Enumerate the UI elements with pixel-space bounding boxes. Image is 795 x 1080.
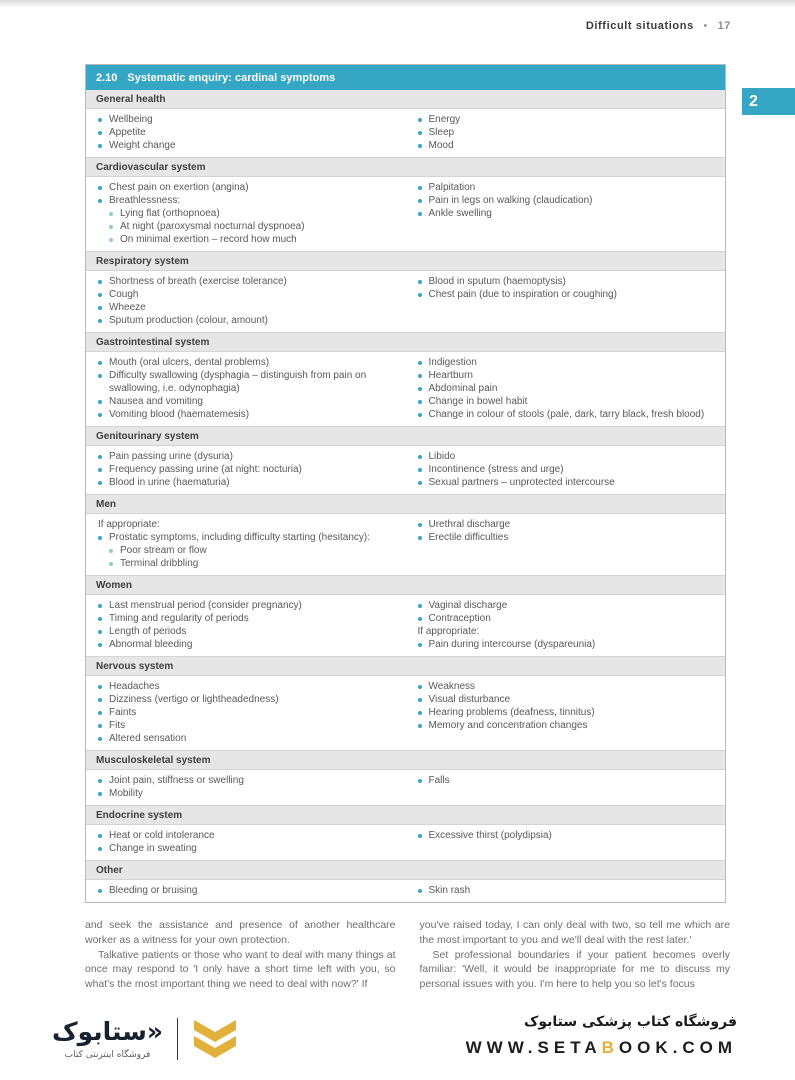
section-body [86,177,725,251]
symptom-text: Faints [109,707,137,718]
symptom-text: Wheeze [109,302,146,313]
symptom-text: Weight change [109,140,176,151]
brand-url [466,1038,737,1058]
symptom-item [98,842,398,855]
symptom-text: Timing and regularity of periods [109,613,249,624]
brand-title-persian: فروشگاه کتاب پزشکی ستابوک [524,1014,737,1030]
bullet-icon [98,361,102,365]
section-col-right [406,113,726,152]
symptom-text: Abdominal pain [428,383,498,394]
bullet-icon [418,400,422,404]
bullet-icon [418,186,422,190]
section-col-right [406,774,726,800]
bullet-icon [98,293,102,297]
section-col-right [406,275,726,327]
section-col-right [406,599,726,651]
bullet-icon [418,779,422,783]
bullet-icon [98,604,102,608]
section-heading: Other [86,860,725,880]
symptom-item [98,139,398,152]
symptom-item [418,382,718,395]
symptom-text: Memory and concentration changes [428,720,588,731]
scan-edge [0,0,795,8]
symptom-item [98,450,398,463]
bullet-icon [98,319,102,323]
bullet-icon [418,889,422,893]
section-col-right [406,829,726,855]
symptom-text: Pain in legs on walking (claudication) [428,195,593,206]
symptom-text: Appetite [109,127,146,138]
section-body [86,446,725,494]
brand-url-suffix: OOK.COM [618,1038,737,1057]
symptom-text: Libido [428,451,456,462]
bullet-icon [418,643,422,647]
symptom-item [98,288,398,301]
bullet-icon [418,212,422,216]
bullet-icon [98,118,102,122]
symptom-text: Erectile difficulties [428,532,509,543]
symptom-item [418,774,718,787]
symptom-item [418,395,718,408]
bullet-icon [98,481,102,485]
symptom-item [418,612,718,625]
symptom-item [418,194,718,207]
section-heading: Respiratory system [86,251,725,271]
paragraph: you've raised today, I can only deal with two, so tell me which are the most important to you and we'll deal with the rest later.' [419,919,730,946]
symptom-text: Mobility [109,788,143,799]
symptom-item [418,693,718,706]
section-col-right [406,884,726,897]
section-col-right [406,518,726,570]
chapter-tab-number: 2 [749,92,758,110]
symptom-text: Change in colour of stools (pale, dark, tarry black, fresh blood) [428,409,705,420]
running-header [586,20,731,32]
symptom-item [98,126,398,139]
section-col-left [86,275,406,327]
symptom-item [98,638,398,651]
symptom-item [98,625,398,638]
symptom-item [98,787,398,800]
symptom-text: Shortness of breath (exercise tolerance) [109,276,287,287]
bullet-icon [98,468,102,472]
symptom-item [418,531,718,544]
symptom-text: Chest pain (due to inspiration or coughing) [428,289,617,300]
symptom-text: Energy [428,114,461,125]
symptom-text: Contraception [428,613,491,624]
symptom-text: Joint pain, stiffness or swelling [109,775,244,786]
symptom-text: Headaches [109,681,160,692]
symptom-text: Urethral discharge [428,519,511,530]
symptom-item [418,518,718,531]
section-heading: Men [86,494,725,514]
section-col-left [86,356,406,421]
symptom-item [418,113,718,126]
logo-chevron-icon: « [146,1017,163,1046]
bullet-icon [109,238,113,242]
symptom-item [418,706,718,719]
section-col-left [86,113,406,152]
bullet-icon [98,374,102,378]
symptom-item [418,207,718,220]
enquiry-table-sections [86,90,725,902]
bullet-icon [98,199,102,203]
bullet-icon [98,413,102,417]
bullet-icon [98,834,102,838]
symptom-item [109,557,398,570]
symptom-text: Weakness [428,681,476,692]
symptom-text: Chest pain on exertion (angina) [109,182,249,193]
running-header-title: Difficult situations [585,20,694,32]
symptom-text: Mouth (oral ulcers, dental problems) [109,357,270,368]
bullet-icon [418,617,422,621]
section-body [86,676,725,750]
bullet-icon [418,413,422,417]
symptom-text: Pain during intercourse (dyspareunia) [428,639,596,650]
section-body [86,271,725,332]
section-col-left [86,884,406,897]
section-body [86,352,725,426]
bullet-icon [418,468,422,472]
symptom-item [418,288,718,301]
symptom-item [98,463,398,476]
bullet-icon [98,144,102,148]
symptom-item [418,625,718,638]
symptom-item [98,194,398,207]
symptom-text: Fits [109,720,126,731]
section-heading: Nervous system [86,656,725,676]
paragraph: Set professional boundaries if your patient becomes overly familiar: 'Well, it would be inappropriate for me to discuss my personal issues with you. I'm here to help you so let's focus [419,948,730,991]
symptom-text: Sexual partners – unprotected intercourse [428,477,615,488]
symptom-item [418,599,718,612]
bullet-icon [418,711,422,715]
bullet-icon [109,562,113,566]
bullet-icon [418,724,422,728]
symptom-item [418,829,718,842]
symptom-item [109,233,398,246]
section-col-left [86,450,406,489]
symptom-item [98,599,398,612]
section-col-left [86,599,406,651]
symptom-text: Blood in urine (haematuria) [109,477,230,488]
symptom-text: Ankle swelling [428,208,492,219]
symptom-item [109,207,398,220]
section-body [86,595,725,656]
section-col-right [406,450,726,489]
bullet-icon [98,737,102,741]
section-heading: General health [86,90,725,109]
symptom-text: Breathlessness: [109,195,181,206]
body-text [85,918,730,992]
bullet-icon [98,724,102,728]
symptom-text: At night (paroxysmal nocturnal dyspnoea) [120,221,305,232]
symptom-item [98,369,398,395]
symptom-text: Change in bowel habit [428,396,528,407]
section-body [86,770,725,805]
symptom-item [98,395,398,408]
symptom-item [418,450,718,463]
brand-url-highlight: B [601,1038,619,1057]
symptom-text: Vomiting blood (haematemesis) [109,409,250,420]
bullet-icon [418,118,422,122]
symptom-item [418,680,718,693]
section-col-left [86,680,406,745]
body-col-right [420,918,731,992]
section-heading: Musculoskeletal system [86,750,725,770]
symptom-item [418,638,718,651]
systematic-enquiry-table [85,64,726,903]
bullet-icon [98,186,102,190]
bullet-icon [98,698,102,702]
symptom-item [98,774,398,787]
bullet-icon [98,630,102,634]
bullet-icon [418,481,422,485]
bullet-icon [98,792,102,796]
bullet-icon [418,536,422,540]
table-title-bar [86,65,725,90]
section-col-right [406,356,726,421]
bullet-icon [98,400,102,404]
symptom-text: Sleep [428,127,455,138]
running-header-separator: • [703,20,708,32]
symptom-text: Heat or cold intolerance [109,830,215,841]
symptom-item [98,680,398,693]
symptom-item [418,126,718,139]
symptom-text: Mood [428,140,454,151]
symptom-item [98,314,398,327]
symptom-item [418,476,718,489]
bullet-icon [418,131,422,135]
bullet-icon [98,617,102,621]
symptom-text: Terminal dribbling [120,558,199,569]
bullet-icon [98,685,102,689]
bullet-icon [418,374,422,378]
symptom-text: Hearing problems (deafness, tinnitus) [428,707,595,718]
paragraph: Talkative patients or those who want to deal with many things at once may respond to 'I only have a short time left with you, so what's the most important thing we need to deal with now?' If [85,948,396,991]
symptom-item [98,113,398,126]
symptom-text: Poor stream or flow [120,545,207,556]
bullet-icon [418,834,422,838]
symptom-item [418,408,718,421]
bullet-icon [418,199,422,203]
bullet-icon [98,779,102,783]
bullet-icon [418,455,422,459]
bullet-icon [418,604,422,608]
symptom-item [418,369,718,382]
gold-chevron-icon [192,1018,238,1060]
symptom-text: Abnormal bleeding [109,639,193,650]
symptom-item [98,301,398,314]
section-body [86,825,725,860]
symptom-item [98,732,398,745]
setabook-logo [52,1018,163,1060]
symptom-text: Frequency passing urine (at night: nocturia) [109,464,302,475]
chapter-tab [742,88,795,115]
symptom-item [98,181,398,194]
symptom-text: Last menstrual period (consider pregnancy) [109,600,302,611]
section-body [86,514,725,575]
body-col-left [85,918,396,992]
section-col-left [86,181,406,246]
page-number: 17 [717,20,731,32]
symptom-item [418,139,718,152]
bullet-icon [418,698,422,702]
symptom-text: Bleeding or bruising [109,885,198,896]
brand-url-prefix: WWW.SETA [465,1038,602,1057]
logo-wordmark [52,1018,163,1046]
symptom-item [98,884,398,897]
bullet-icon [98,455,102,459]
bullet-icon [109,212,113,216]
symptom-item [98,476,398,489]
symptom-item [98,275,398,288]
footer-logo-group [52,1018,238,1060]
symptom-item [418,463,718,476]
section-heading: Women [86,575,725,595]
bullet-icon [98,711,102,715]
symptom-text: Dizziness (vertigo or lightheadedness) [109,694,279,705]
symptom-item [98,518,398,531]
section-col-left [86,774,406,800]
bullet-icon [98,280,102,284]
section-col-right [406,181,726,246]
symptom-text: Prostatic symptoms, including difficulty starting (hesitancy): [109,532,371,543]
symptom-text: If appropriate: [98,519,160,530]
bullet-icon [98,643,102,647]
symptom-text: Sputum production (colour, amount) [109,315,268,326]
bullet-icon [98,889,102,893]
bullet-icon [418,280,422,284]
symptom-item [418,884,718,897]
section-col-left [86,829,406,855]
logo-tagline: فروشگاه اینترنتی کتاب [64,1050,151,1060]
logo-text: ستابوک [52,1017,147,1046]
paragraph: and seek the assistance and presence of another healthcare worker as a witness for your own protection. [85,919,396,946]
symptom-text: Incontinence (stress and urge) [428,464,564,475]
symptom-text: Skin rash [428,885,471,896]
bullet-icon [109,549,113,553]
section-heading: Genitourinary system [86,426,725,446]
footer-brand-group [466,1012,737,1058]
bullet-icon [418,387,422,391]
symptom-item [98,612,398,625]
symptom-text: Lying flat (orthopnoea) [120,208,220,219]
symptom-text: Indigestion [428,357,477,368]
symptom-text: Vaginal discharge [428,600,508,611]
symptom-text: Wellbeing [109,114,153,125]
bullet-icon [98,847,102,851]
symptom-item [98,408,398,421]
bullet-icon [98,306,102,310]
bullet-icon [98,536,102,540]
symptom-item [98,531,398,544]
table-number: 2.10 [96,72,118,84]
symptom-text: Excessive thirst (polydipsia) [428,830,552,841]
logo-separator [177,1018,178,1060]
symptom-text: Palpitation [428,182,476,193]
symptom-text: Heartburn [428,370,473,381]
bullet-icon [418,523,422,527]
symptom-item [109,220,398,233]
section-body [86,109,725,157]
bullet-icon [418,144,422,148]
bullet-icon [109,225,113,229]
section-heading: Endocrine system [86,805,725,825]
symptom-text: Cough [109,289,139,300]
symptom-item [98,719,398,732]
section-col-left [86,518,406,570]
section-col-right [406,680,726,745]
symptom-item [98,356,398,369]
symptom-item [418,719,718,732]
symptom-item [98,693,398,706]
symptom-text: Visual disturbance [428,694,511,705]
section-heading: Cardiovascular system [86,157,725,177]
symptom-text: Difficulty swallowing (dysphagia – distinguish from pain on swallowing, i.e. odynophagia) [109,370,367,394]
footer [0,1006,795,1080]
symptom-text: Nausea and vomiting [109,396,203,407]
table-title-text: Systematic enquiry: cardinal symptoms [127,72,336,84]
symptom-item [418,356,718,369]
symptom-text: Change in sweating [109,843,197,854]
symptom-item [109,544,398,557]
symptom-text: Pain passing urine (dysuria) [109,451,233,462]
symptom-item [418,275,718,288]
symptom-text: If appropriate: [417,626,480,637]
bullet-icon [418,293,422,297]
bullet-icon [418,685,422,689]
symptom-text: Falls [428,775,450,786]
bullet-icon [98,131,102,135]
symptom-text: Altered sensation [109,733,187,744]
symptom-text: Blood in sputum (haemoptysis) [428,276,566,287]
section-body [86,880,725,902]
symptom-item [98,706,398,719]
section-heading: Gastrointestinal system [86,332,725,352]
symptom-item [418,181,718,194]
bullet-icon [418,361,422,365]
symptom-text: On minimal exertion – record how much [120,234,297,245]
symptom-item [98,829,398,842]
symptom-text: Length of periods [109,626,187,637]
